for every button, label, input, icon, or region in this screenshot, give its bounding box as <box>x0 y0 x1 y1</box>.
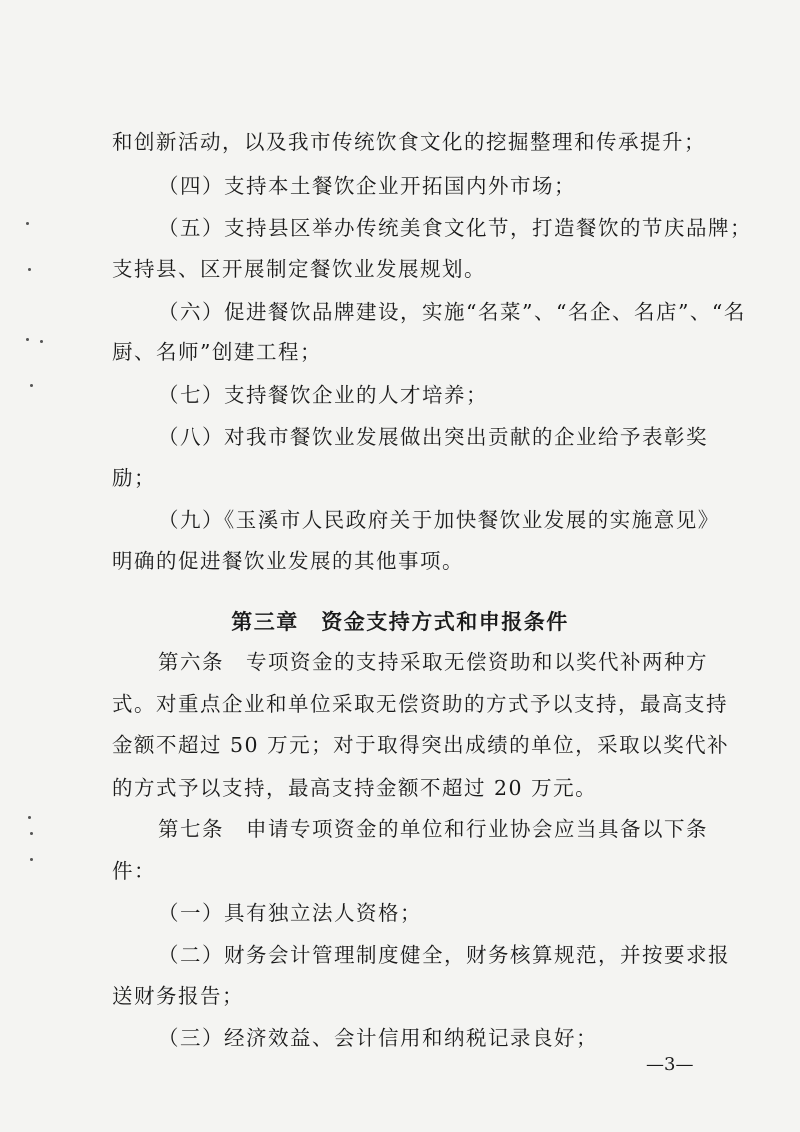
text-line: 厨、名师”创建工程； <box>112 340 322 364</box>
text-line: 第六条 专项资金的支持采取无偿资助和以奖代补两种方 <box>158 650 708 674</box>
text-line: 金额不超过 50 万元；对于取得突出成绩的单位，采取以奖代补 <box>112 733 730 757</box>
text-line: 明确的促进餐饮业发展的其他事项。 <box>112 549 464 573</box>
text-line: （七）支持餐饮企业的人才培养； <box>158 383 488 407</box>
text-line: 第七条 申请专项资金的单位和行业协会应当具备以下条 <box>158 817 708 841</box>
text-line: 件： <box>112 859 156 883</box>
scan-speck <box>30 384 33 387</box>
scan-speck <box>28 268 31 271</box>
text-line: （三）经济效益、会计信用和纳税记录良好； <box>158 1026 598 1050</box>
scan-speck <box>26 222 29 225</box>
scan-speck <box>30 858 33 861</box>
scan-speck <box>30 832 33 835</box>
text-line: （五）支持县区举办传统美食文化节，打造餐饮的节庆品牌； <box>158 216 752 240</box>
text-line: 支持县、区开展制定餐饮业发展规划。 <box>112 257 486 281</box>
scan-speck <box>28 816 31 819</box>
text-line: 励； <box>112 466 156 490</box>
text-line: 的方式予以支持，最高支持金额不超过 20 万元。 <box>112 776 598 800</box>
scan-speck <box>26 338 29 341</box>
text-line: 和创新活动，以及我市传统饮食文化的挖掘整理和传承提升； <box>112 130 706 154</box>
text-line: （一）具有独立法人资格； <box>158 901 422 925</box>
text-line: 送财务报告； <box>112 984 244 1008</box>
page-number: —3— <box>646 1054 694 1075</box>
text-line: （四）支持本土餐饮企业开拓国内外市场； <box>158 174 576 198</box>
text-line: （八）对我市餐饮业发展做出突出贡献的企业给予表彰奖 <box>158 425 708 449</box>
text-line: （二）财务会计管理制度健全，财务核算规范，并按要求报 <box>158 943 730 967</box>
text-line: （六）促进餐饮品牌建设，实施“名菜”、“名企、名店”、“名 <box>158 300 746 324</box>
scan-speck <box>40 340 43 343</box>
text-line: 式。对重点企业和单位采取无偿资助的方式予以支持，最高支持 <box>112 692 728 716</box>
text-line: （九）《玉溪市人民政府关于加快餐饮业发展的实施意见》 <box>158 508 720 532</box>
chapter-heading: 第三章 资金支持方式和申报条件 <box>231 610 569 634</box>
